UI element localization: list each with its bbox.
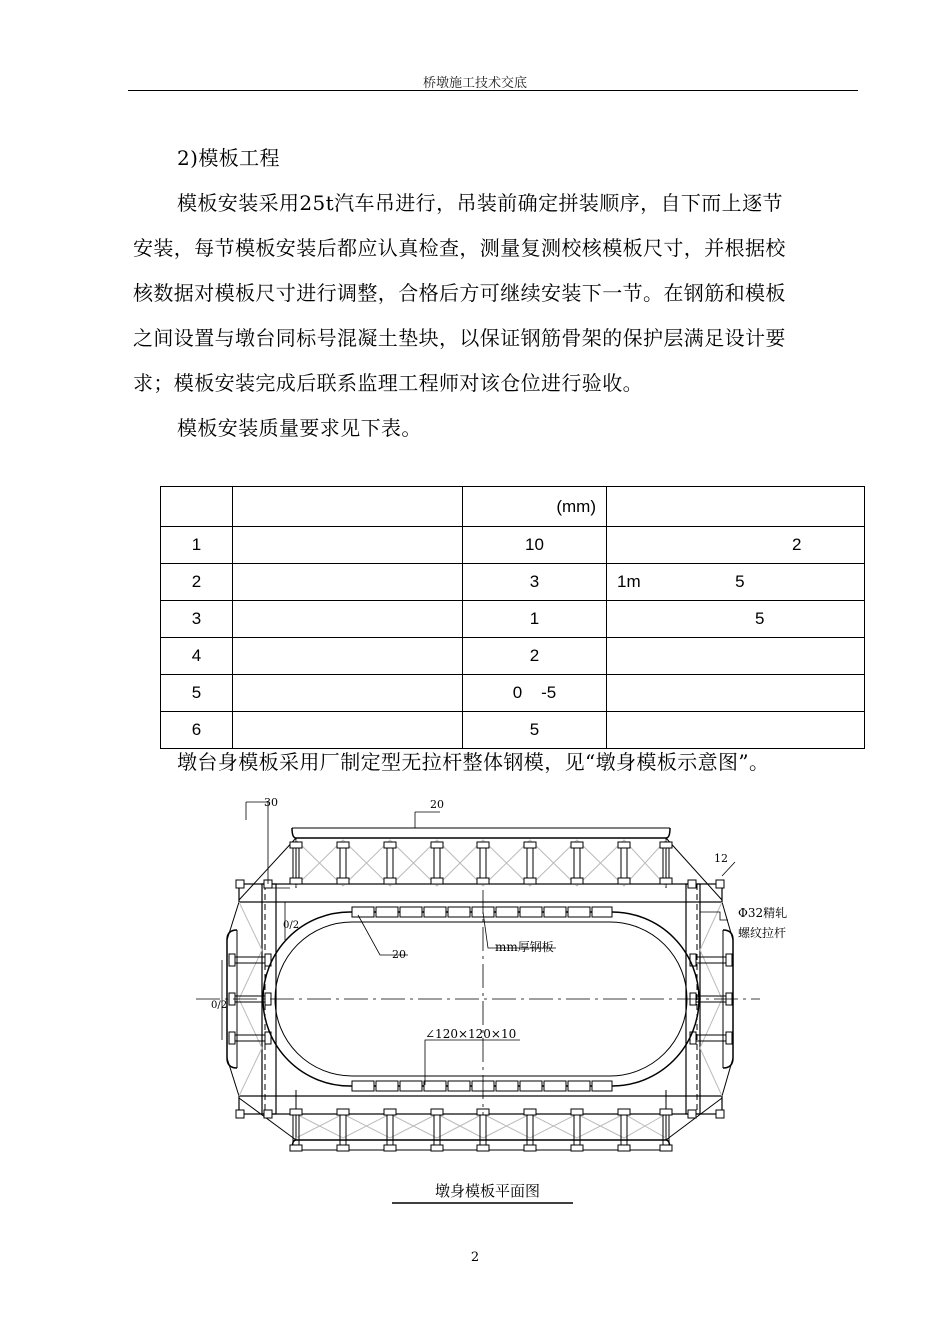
table-cell: 1 [463,601,607,638]
diagram-caption: 墩身模板平面图 [435,1182,541,1200]
dimension-label: 0/2 [283,920,300,931]
table-cell: 10 [463,527,607,564]
dimension-label: 20 [430,798,444,811]
table-cell: 4 [161,638,233,675]
plate-blocks-bottom [352,1081,612,1091]
header-title: 桥墩施工技术交底 [422,76,527,91]
table-cell: 1m 5 [607,564,865,601]
steel-plate-label: mm厚钢板 [495,940,554,954]
dimension-label: 12 [714,852,728,865]
table-cell: 6 [161,712,233,749]
table-cell: 5 [161,675,233,712]
table-cell: 0 -5 [463,675,607,712]
dimension-label: 0/2 [211,1000,228,1011]
diagram-labels [211,796,787,1041]
paragraph-line: 求；模板安装完成后联系监理工程师对该仓位进行验收。 [133,371,643,395]
paragraph-table-intro: 模板安装质量要求见下表。 [177,416,422,440]
table-cell: 3 [161,601,233,638]
dimension-label: 30 [264,796,278,809]
tie-rod-label: Φ32精轧 [738,906,788,920]
table-cell: 1 [161,527,233,564]
bottom-bolts [290,1109,672,1151]
table-cell: 2 [607,527,865,564]
paragraph-line: 安装，每节模板安装后都应认真检查，测量复测校核模板尺寸，并根据校 [133,236,786,260]
paragraph-line: 核数据对模板尺寸进行调整，合格后方可继续安装下一节。在钢筋和模板 [133,281,786,305]
dimension-label: 20 [392,948,406,961]
paragraph-line: 模板安装采用25t汽车吊进行，吊装前确定拼装顺序，自下而上逐节 [177,191,783,215]
table-cell: 2 [161,564,233,601]
table-cell: 5 [607,601,865,638]
table-cell: 3 [463,564,607,601]
page-number: 2 [470,1250,480,1265]
formwork-description: 墩台身模板采用厂制定型无拉杆整体钢模，见“墩身模板示意图”。 [177,750,770,774]
section-heading-text: 2)模板工程 [177,146,280,170]
top-bolts [290,842,672,884]
paragraph-line: 之间设置与墩台同标号混凝土垫块，以保证钢筋骨架的保护层满足设计要 [133,326,786,350]
bottom-truss [296,1114,666,1138]
table-cell: 2 [463,638,607,675]
angle-steel-label: ∠120×120×10 [425,1027,517,1041]
tie-rod-label: 螺纹拉杆 [738,926,787,940]
plate-blocks-top [352,907,612,917]
table-cell-unit: (mm) [463,487,607,527]
table-cell: 5 [463,712,607,749]
